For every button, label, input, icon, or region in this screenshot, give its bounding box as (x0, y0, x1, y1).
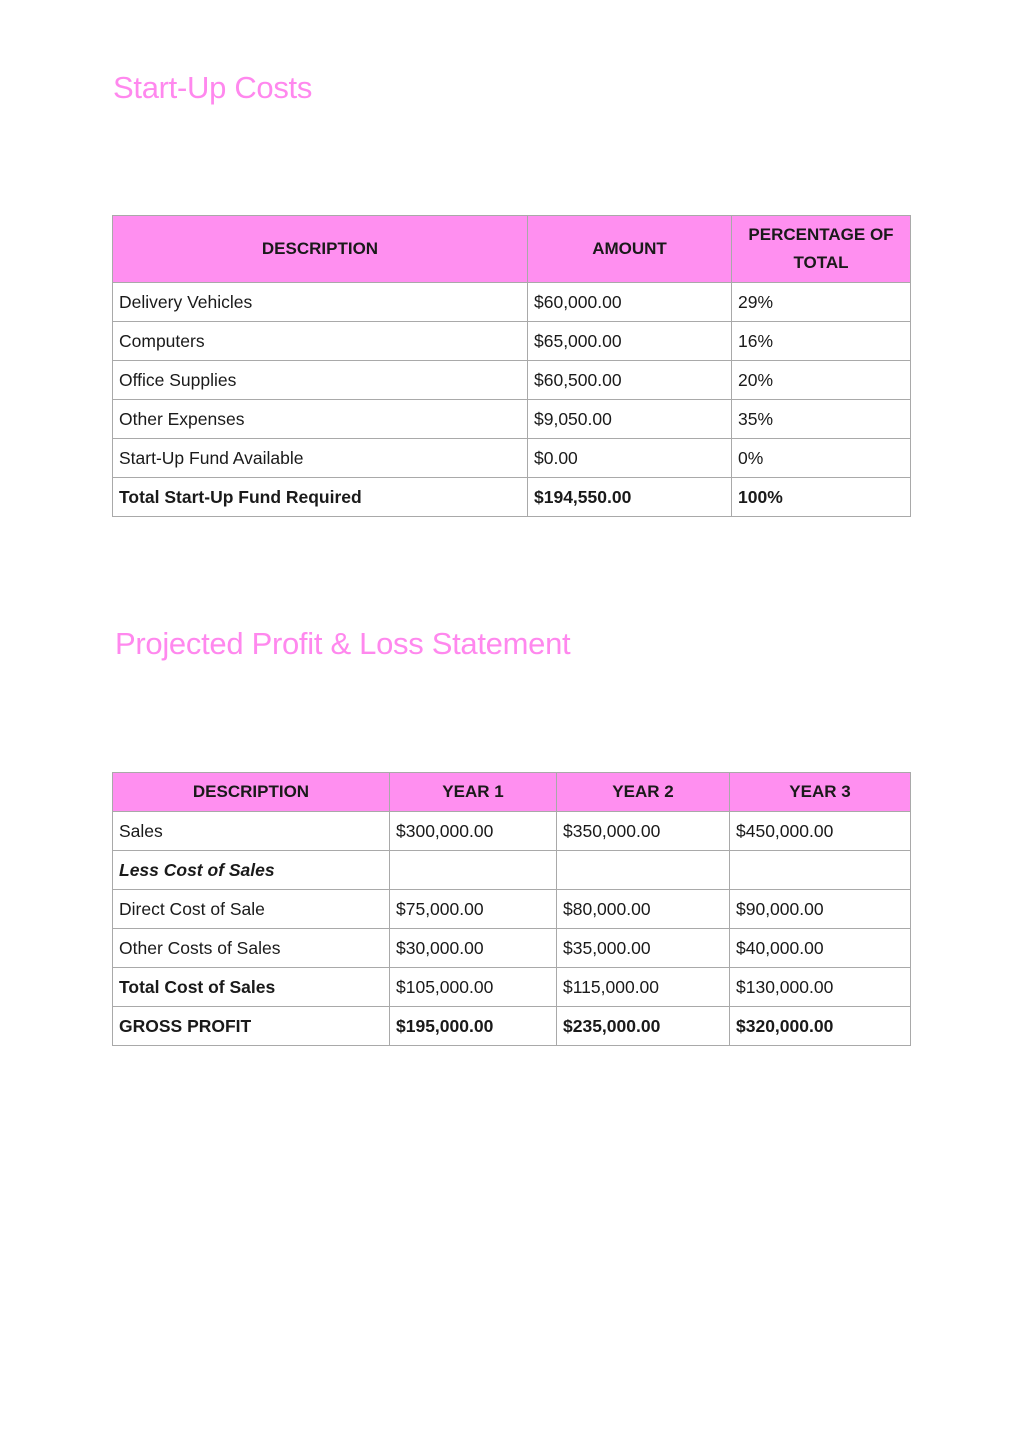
cell-year-3 (730, 851, 911, 890)
cell-description: Computers (113, 322, 528, 361)
cell-description: Other Costs of Sales (113, 929, 390, 968)
table-row (113, 361, 911, 400)
cell-description: Office Supplies (113, 361, 528, 400)
table-row (113, 812, 911, 851)
startup-costs-table (112, 215, 911, 517)
table-row (113, 851, 911, 890)
cell-year-2: $235,000.00 (557, 1007, 730, 1046)
total-row (113, 478, 911, 517)
table-row (113, 322, 911, 361)
cell-year-2: $80,000.00 (557, 890, 730, 929)
cell-description: Other Expenses (113, 400, 528, 439)
cell-year-1: $30,000.00 (390, 929, 557, 968)
table-header-row (113, 773, 911, 812)
cell-percent: 35% (732, 400, 911, 439)
table-row (113, 890, 911, 929)
cell-description: Direct Cost of Sale (113, 890, 390, 929)
cell-description: Less Cost of Sales (113, 851, 390, 890)
cell-description: Total Start-Up Fund Required (113, 478, 528, 517)
cell-percent: 0% (732, 439, 911, 478)
profit-loss-table (112, 772, 911, 1046)
table-row (113, 400, 911, 439)
column-header-year-2: YEAR 2 (557, 773, 730, 812)
gross-profit-row (113, 1007, 911, 1046)
cell-year-2: $115,000.00 (557, 968, 730, 1007)
profit-loss-title: Projected Profit & Loss Statement (115, 626, 571, 661)
cell-percent: 16% (732, 322, 911, 361)
cell-amount: $9,050.00 (528, 400, 732, 439)
cell-description: Start-Up Fund Available (113, 439, 528, 478)
table-row (113, 283, 911, 322)
cell-year-3: $90,000.00 (730, 890, 911, 929)
cell-amount: $65,000.00 (528, 322, 732, 361)
cell-year-2: $350,000.00 (557, 812, 730, 851)
cell-description: Sales (113, 812, 390, 851)
column-header-description: DESCRIPTION (113, 216, 528, 283)
startup-costs-title: Start-Up Costs (113, 70, 313, 105)
cell-description: Delivery Vehicles (113, 283, 528, 322)
cell-percent: 100% (732, 478, 911, 517)
table-row (113, 968, 911, 1007)
cell-description: GROSS PROFIT (113, 1007, 390, 1046)
column-header-amount: AMOUNT (528, 216, 732, 283)
cell-year-3: $40,000.00 (730, 929, 911, 968)
column-header-percentage: PERCENTAGE OF TOTAL (732, 216, 911, 283)
cell-year-1 (390, 851, 557, 890)
cell-year-2: $35,000.00 (557, 929, 730, 968)
table-row (113, 929, 911, 968)
cell-amount: $60,000.00 (528, 283, 732, 322)
column-header-description: DESCRIPTION (113, 773, 390, 812)
cell-year-3: $320,000.00 (730, 1007, 911, 1046)
cell-percent: 29% (732, 283, 911, 322)
cell-year-3: $130,000.00 (730, 968, 911, 1007)
cell-year-2 (557, 851, 730, 890)
cell-year-3: $450,000.00 (730, 812, 911, 851)
table-header-row (113, 216, 911, 283)
cell-amount: $194,550.00 (528, 478, 732, 517)
table-row (113, 439, 911, 478)
cell-year-1: $300,000.00 (390, 812, 557, 851)
cell-description: Total Cost of Sales (113, 968, 390, 1007)
column-header-year-1: YEAR 1 (390, 773, 557, 812)
cell-amount: $0.00 (528, 439, 732, 478)
column-header-year-3: YEAR 3 (730, 773, 911, 812)
cell-year-1: $195,000.00 (390, 1007, 557, 1046)
cell-year-1: $105,000.00 (390, 968, 557, 1007)
cell-percent: 20% (732, 361, 911, 400)
cell-amount: $60,500.00 (528, 361, 732, 400)
cell-year-1: $75,000.00 (390, 890, 557, 929)
